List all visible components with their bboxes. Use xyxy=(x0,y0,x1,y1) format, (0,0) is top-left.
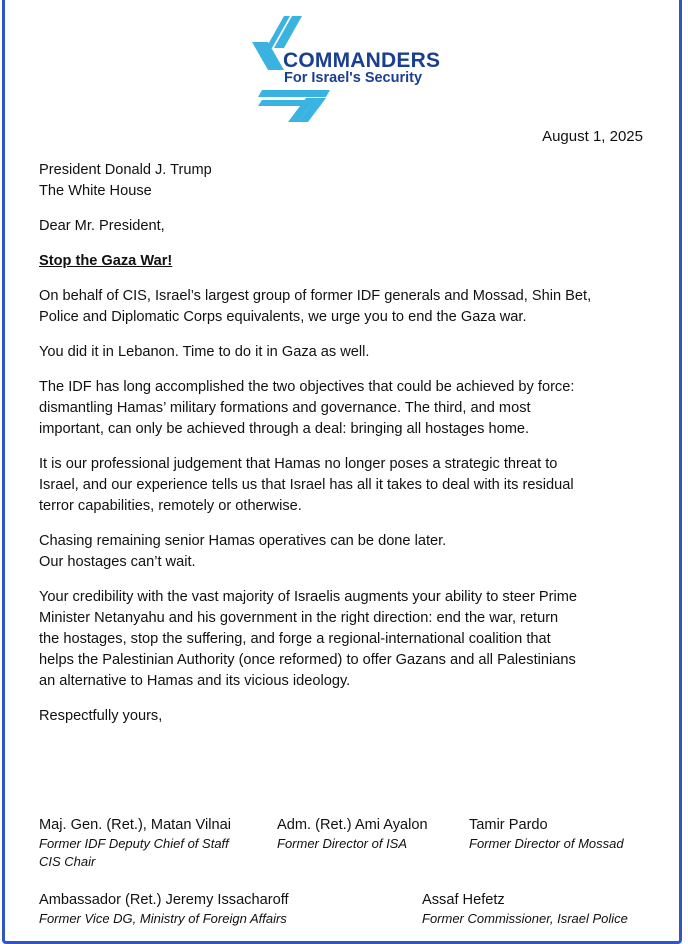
paragraph-line: Chasing remaining senior Hamas operatives can be done later. xyxy=(39,533,447,549)
salutation: Dear Mr. President, xyxy=(39,218,165,234)
paragraph xyxy=(39,342,649,363)
recipient-address: The White House xyxy=(39,183,152,199)
signatory-name: Adm. (Ret.) Ami Ayalon xyxy=(277,817,428,833)
paragraph-line: Police and Diplomatic Corps equivalents, we urge you to end the Gaza war. xyxy=(39,309,527,325)
letter-date: August 1, 2025 xyxy=(542,128,643,145)
paragraph-line: helps the Palestinian Authority (once reformed) to offer Gazans and all Palestinians xyxy=(39,652,576,668)
paragraph-line: Our hostages can’t wait. xyxy=(39,554,196,570)
signatory-role: Former Vice DG, Ministry of Foreign Affairs xyxy=(39,911,287,926)
signatory xyxy=(277,816,428,853)
paragraph-line: It is our professional judgement that Hamas no longer poses a strategic threat to xyxy=(39,456,558,472)
paragraph-line: On behalf of CIS, Israel’s largest group of former IDF generals and Mossad, Shin Bet, xyxy=(39,288,592,304)
paragraph xyxy=(39,377,649,440)
paragraph-line: the hostages, stop the suffering, and forge a regional-international coalition that xyxy=(39,631,551,647)
paragraph-line: Israel, and our experience tells us that Israel has all it takes to deal with its residual xyxy=(39,477,574,493)
signatory xyxy=(39,816,231,871)
paragraph-line: The IDF has long accomplished the two objectives that could be achieved by force: xyxy=(39,379,575,395)
signatory-role: Former IDF Deputy Chief of Staff xyxy=(39,836,229,851)
logo-title: COMMANDERS xyxy=(283,49,441,72)
signatory-role: Former Commissioner, Israel Police xyxy=(422,911,628,926)
recipient-name: President Donald J. Trump xyxy=(39,162,212,178)
signatory xyxy=(469,816,624,853)
closing: Respectfully yours, xyxy=(39,708,163,724)
paragraph xyxy=(39,587,649,692)
paragraph xyxy=(39,531,649,573)
logo-subtitle: For Israel's Security xyxy=(284,70,423,86)
signatory xyxy=(39,891,289,928)
letter-subject: Stop the Gaza War! xyxy=(39,253,173,269)
signatory-role: Former Director of Mossad xyxy=(469,836,624,851)
paragraph-line: important, can only be achieved through a deal: bringing all hostages home. xyxy=(39,421,530,437)
signatory xyxy=(422,891,628,928)
paragraph-line: an alternative to Hamas and its vicious ideology. xyxy=(39,673,351,689)
paragraph-line: dismantling Hamas’ military formations and governance. The third, and most xyxy=(39,400,531,416)
signatory-name: Assaf Hefetz xyxy=(422,892,505,908)
paragraph-line: terror capabilities, remotely or otherwise. xyxy=(39,498,302,514)
paragraph-line: Your credibility with the vast majority of Israelis augments your ability to steer Prime xyxy=(39,589,578,605)
paragraph-line: You did it in Lebanon. Time to do it in Gaza as well. xyxy=(39,344,370,360)
signatory-role: CIS Chair xyxy=(39,854,96,869)
letter-body xyxy=(39,160,649,727)
paragraph xyxy=(39,454,649,517)
signatory-role: Former Director of ISA xyxy=(277,836,408,851)
paragraph-line: Minister Netanyahu and his government in the right direction: end the war, return xyxy=(39,610,559,626)
signatory-name: Tamir Pardo xyxy=(469,817,548,833)
signatory-name: Ambassador (Ret.) Jeremy Issacharoff xyxy=(39,892,289,908)
signatory-name: Maj. Gen. (Ret.), Matan Vilnai xyxy=(39,817,231,833)
paragraph xyxy=(39,286,649,328)
